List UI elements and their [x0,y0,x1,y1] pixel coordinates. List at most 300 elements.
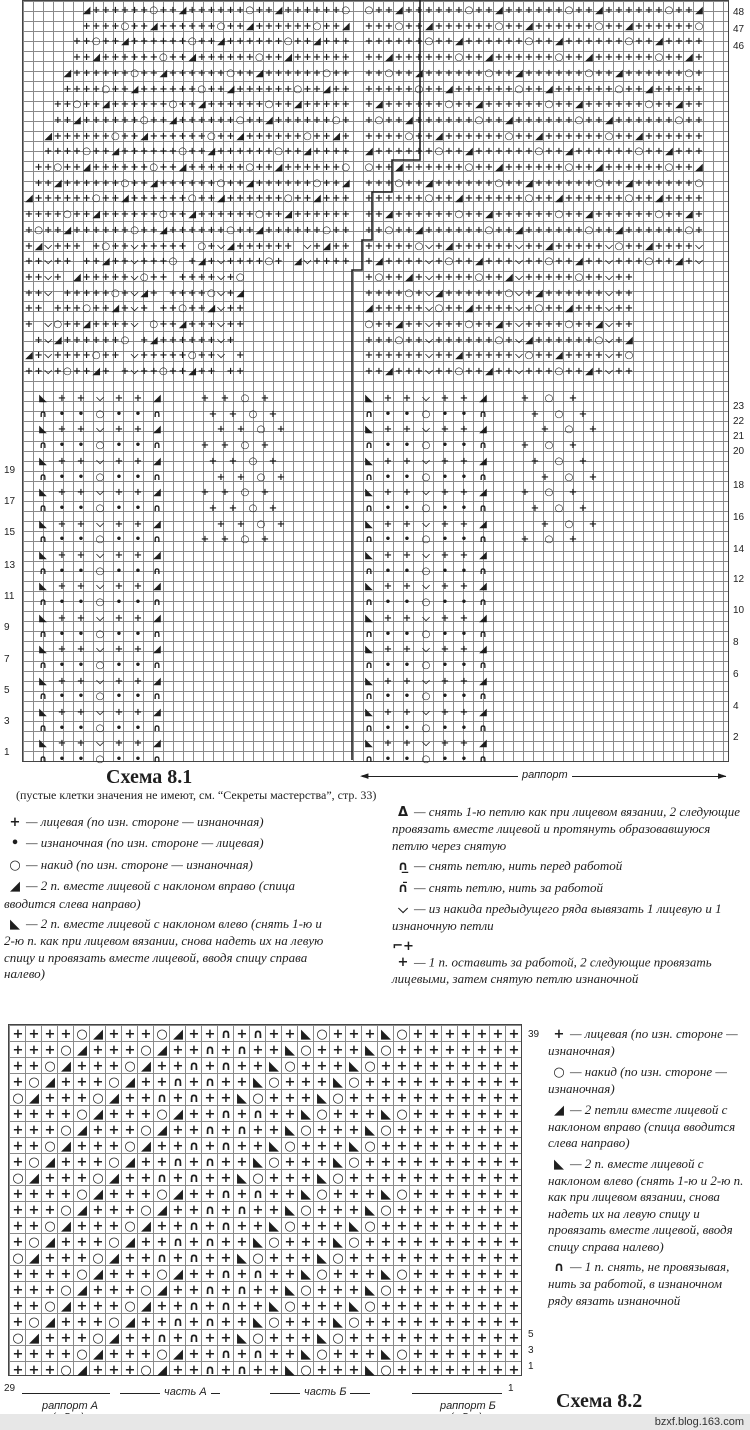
knit-icon: + [524,69,534,79]
knit-icon: + [10,1124,26,1137]
knit-icon: + [459,520,469,530]
slip-icon: ∩ [364,598,374,608]
knit-icon: + [474,320,484,330]
knit-icon: + [524,210,534,220]
knit-icon: + [154,1300,170,1313]
knit-icon: + [544,22,554,32]
knit-icon: + [434,100,444,110]
knit-icon: + [614,147,624,157]
legend-text: — 2 п. вместе лицевой с наклоном вправо (спица вводится слева направо) [4,878,295,910]
legend-entry [4,878,332,912]
yarn-over-icon: ○ [421,441,431,451]
knit-icon: + [120,53,130,63]
knit-icon: + [434,163,444,173]
knit-icon: + [130,37,140,47]
knit-icon: + [374,367,384,377]
knit-icon: + [644,37,654,47]
yo-k1p1-icon: ⌵ [604,242,614,252]
k2tog-right-icon: ◢ [384,367,394,377]
knit-icon: + [76,739,86,749]
knit-icon: + [283,69,293,79]
knit-icon: + [426,1028,442,1041]
purl-icon: • [57,567,67,577]
yarn-over-icon: ○ [250,1172,266,1185]
yarn-over-icon: ○ [346,1156,362,1169]
k2tog-left-icon: ◣ [364,582,374,592]
knit-icon: + [674,69,684,79]
knit-icon: + [604,226,614,236]
slip-icon: ∩ [152,473,162,483]
knit-icon: + [197,273,207,283]
yarn-over-icon: ○ [235,273,245,283]
k2tog-left-icon: ◣ [378,1028,394,1041]
slip-icon: ∩ [548,1260,570,1276]
knit-icon: + [490,1060,506,1073]
knit-icon: + [274,242,284,252]
knit-icon: + [364,132,374,142]
knit-icon: + [202,1348,218,1361]
knit-icon: + [314,1300,330,1313]
yarn-over-icon: ○ [312,179,322,189]
knit-icon: + [410,1204,426,1217]
yarn-over-icon: ○ [82,304,92,314]
knit-icon: + [414,132,424,142]
knit-icon: + [514,132,524,142]
yo-k1p1-icon: ⌵ [514,320,524,330]
knit-icon: + [26,1300,42,1313]
yarn-over-icon: ○ [95,473,105,483]
purl-icon: • [440,598,450,608]
knit-icon: + [72,304,82,314]
knit-icon: + [574,351,584,361]
k2tog-right-icon: ◢ [474,100,484,110]
knit-icon: + [101,367,111,377]
knit-icon: + [414,320,424,330]
knit-icon: + [330,1140,346,1153]
knit-icon: + [138,1076,154,1089]
yarn-over-icon: ○ [421,504,431,514]
slip-icon: ∩ [152,410,162,420]
knit-icon: + [504,242,514,252]
knit-icon: + [410,1188,426,1201]
yarn-over-icon: ○ [187,37,197,47]
slip-icon: ∩ [38,598,48,608]
purl-icon: • [402,535,412,545]
k2tog-right-icon: ◢ [644,85,654,95]
knit-icon: + [504,85,514,95]
knit-icon: + [72,289,82,299]
yarn-over-icon: ○ [384,226,394,236]
k2tog-right-icon: ◢ [624,336,634,346]
yarn-over-icon: ○ [614,242,624,252]
knit-icon: + [110,163,120,173]
knit-icon: + [694,53,704,63]
knit-icon: + [114,551,124,561]
slip-icon: ∩ [218,1300,234,1313]
knit-icon: + [138,1092,154,1105]
knit-icon: + [458,1076,474,1089]
knit-icon: + [544,37,554,47]
knit-icon: + [442,1268,458,1281]
yarn-over-icon: ○ [544,257,554,267]
knit-icon: + [654,163,664,173]
purl-icon: • [114,630,124,640]
knit-icon: + [206,6,216,16]
purl-icon: • [440,441,450,451]
knit-icon: + [458,1028,474,1041]
k2tog-right-icon: ◢ [584,210,594,220]
knit-icon: + [362,1172,378,1185]
knit-icon: + [394,1092,410,1105]
knit-icon: + [197,22,207,32]
slip-icon: ∩ [38,441,48,451]
knit-icon: + [106,1140,122,1153]
knit-icon: + [426,1348,442,1361]
knit-icon: + [464,132,474,142]
knit-icon: + [494,194,504,204]
knit-icon: + [138,1156,154,1169]
knit-icon: + [34,179,44,189]
k2tog-left-icon: ◣ [346,1300,362,1313]
yarn-over-icon: ○ [245,6,255,16]
k2tog-left-icon: ◣ [38,488,48,498]
knit-icon: + [490,1172,506,1185]
knit-icon: + [57,394,67,404]
knit-icon: + [384,179,394,189]
knit-icon: + [364,100,374,110]
knit-icon: + [474,194,484,204]
knit-icon: + [474,1284,490,1297]
k2tog-right-icon: ◢ [474,257,484,267]
knit-icon: + [458,1156,474,1169]
knit-icon: + [331,85,341,95]
knit-icon: + [459,394,469,404]
knit-icon: + [220,488,230,498]
k2tog-right-icon: ◢ [91,367,101,377]
k2tog-right-icon: ◢ [106,1252,122,1265]
knit-icon: + [568,535,578,545]
yo-k1p1-icon: ⌵ [694,242,704,252]
k2tog-right-icon: ◢ [374,257,384,267]
purl-icon: • [459,724,469,734]
knit-icon: + [314,1284,330,1297]
knit-icon: + [254,22,264,32]
knit-icon: + [62,100,72,110]
yo-k1p1-icon: ⌵ [424,320,434,330]
knit-icon: + [302,100,312,110]
knit-icon: + [158,257,168,267]
purl-icon: • [76,692,86,702]
repeat-label: раппорт [518,769,572,781]
knit-icon: + [234,1348,250,1361]
yo-k1p1-icon: ⌵ [130,273,140,283]
k2tog-left-icon: ◣ [364,614,374,624]
knit-icon: + [170,1364,186,1377]
knit-icon: + [218,1252,234,1265]
purl-icon: • [76,567,86,577]
slip-icon: ∩ [218,1108,234,1121]
knit-icon: + [254,37,264,47]
knit-icon: + [42,1044,58,1057]
knit-icon: + [440,457,450,467]
knit-icon: + [434,226,444,236]
knit-icon: + [374,194,384,204]
yo-k1p1-icon: ⌵ [514,257,524,267]
knit-icon: + [26,1284,42,1297]
purl-icon: • [114,567,124,577]
knit-icon: + [312,210,322,220]
knit-icon: + [474,1108,490,1121]
knit-icon: + [444,116,454,126]
k2tog-right-icon: ◢ [122,1236,138,1249]
knit-icon: + [504,37,514,47]
knit-icon: + [208,410,218,420]
knit-icon: + [484,85,494,95]
knit-icon: + [186,1188,202,1201]
knit-icon: + [264,163,274,173]
knit-icon: + [130,179,140,189]
knit-icon: + [76,394,86,404]
knit-icon: + [72,351,82,361]
knit-icon: + [264,132,274,142]
purl-icon: • [76,598,86,608]
knit-icon: + [554,6,564,16]
knit-icon: + [454,163,464,173]
yarn-over-icon: ○ [474,116,484,126]
knit-icon: + [266,1204,282,1217]
knit-icon: + [266,1108,282,1121]
k2tog-right-icon: ◢ [444,85,454,95]
knit-icon: + [490,1348,506,1361]
knit-icon: + [250,1140,266,1153]
knit-icon: + [293,6,303,16]
knit-icon: + [53,132,63,142]
knit-icon: + [474,367,484,377]
knit-icon: + [235,37,245,47]
knit-icon: + [614,289,624,299]
knit-icon: + [440,645,450,655]
knit-icon: + [312,6,322,16]
knit-icon: + [106,1108,122,1121]
knit-icon: + [584,6,594,16]
knit-icon: + [206,320,216,330]
knit-icon: + [614,116,624,126]
knit-icon: + [82,336,92,346]
knit-icon: + [404,22,414,32]
knit-icon: + [378,1236,394,1249]
yarn-over-icon: ○ [394,1028,410,1041]
knit-icon: + [42,1092,58,1105]
knit-icon: + [644,132,654,142]
knit-icon: + [314,1044,330,1057]
k2tog-right-icon: ◢ [594,320,604,330]
knit-icon: + [414,53,424,63]
knit-icon: + [120,100,130,110]
knit-icon: + [235,22,245,32]
knit-icon: + [454,257,464,267]
knit-icon: + [494,53,504,63]
yarn-over-icon: ○ [504,132,514,142]
purl-icon: • [440,630,450,640]
knit-icon: + [504,367,514,377]
knit-icon: + [594,257,604,267]
knit-icon: + [82,85,92,95]
knit-icon: + [614,22,624,32]
slip-icon: ∩ [218,1188,234,1201]
yarn-over-icon: ○ [178,304,188,314]
knit-icon: + [91,69,101,79]
knit-icon: + [274,179,284,189]
yarn-over-icon: ○ [91,351,101,361]
knit-icon: + [187,304,197,314]
k2tog-right-icon: ◢ [24,194,34,204]
legend-entry [392,880,748,897]
yo-k1p1-icon: ⌵ [130,367,140,377]
knit-icon: + [236,425,246,435]
slip-icon: ∩ [218,1268,234,1281]
knit-icon: + [154,1140,170,1153]
k2tog-left-icon: ◣ [282,1204,298,1217]
k2tog-left-icon: ◣ [378,1268,394,1281]
k2tog-left-icon: ◣ [38,520,48,530]
knit-icon: + [178,289,188,299]
knit-icon: + [506,1300,522,1313]
purl-icon: • [57,755,67,765]
knit-icon: + [458,1332,474,1345]
knit-icon: + [544,320,554,330]
knit-icon: + [506,1204,522,1217]
knit-icon: + [506,1332,522,1345]
knit-icon: + [245,210,255,220]
knit-icon: + [330,1060,346,1073]
knit-icon: + [394,1316,410,1329]
k2tog-right-icon: ◢ [624,22,634,32]
yarn-over-icon: ○ [283,37,293,47]
knit-icon: + [170,1300,186,1313]
knit-icon: + [459,739,469,749]
k2tog-right-icon: ◢ [634,132,644,142]
knit-icon: + [584,116,594,126]
knit-icon: + [341,242,351,252]
legend-text: — 1 п. оставить за работой, 2 следующие провязать лицевыми, затем снятую петлю изнаночной [392,954,712,986]
slip-icon: ∩ [234,1284,250,1297]
knit-icon: + [331,69,341,79]
knit-icon: + [74,1220,90,1233]
knit-icon: + [216,210,226,220]
knit-icon: + [74,1140,90,1153]
knit-icon: + [42,1268,58,1281]
yarn-over-icon: ○ [424,37,434,47]
knit-icon: + [298,1092,314,1105]
knit-icon: + [506,1092,522,1105]
yarn-over-icon: ○ [42,1220,58,1233]
knit-icon: + [664,179,674,189]
knit-icon: + [434,367,444,377]
slip-icon: ∩ [152,755,162,765]
knit-icon: + [440,739,450,749]
knit-icon: + [122,1348,138,1361]
knit-icon: + [106,1044,122,1057]
knit-icon: + [106,1268,122,1281]
yo-k1p1-icon: ⌵ [604,336,614,346]
yarn-over-icon: ○ [330,1172,346,1185]
knit-icon: + [10,1220,26,1233]
yo-k1p1-icon: ⌵ [424,304,434,314]
slip-icon: ∩ [154,1172,170,1185]
knit-icon: + [484,22,494,32]
yarn-over-icon: ○ [106,1236,122,1249]
yarn-over-icon: ○ [421,410,431,420]
knit-icon: + [170,1124,186,1137]
knit-icon: + [506,1028,522,1041]
knit-icon: + [274,116,284,126]
yo-k1p1-icon: ⌵ [604,273,614,283]
purl-icon: • [383,661,393,671]
knit-icon: + [454,289,464,299]
purl-icon: • [114,755,124,765]
knit-icon: + [82,132,92,142]
yarn-over-icon: ○ [120,22,130,32]
yarn-over-icon: ○ [282,1060,298,1073]
knit-icon: + [122,1044,138,1057]
yarn-over-icon: ○ [90,1252,106,1265]
knit-icon: + [226,273,236,283]
k2tog-left-icon: ◣ [346,1220,362,1233]
yarn-over-icon: ○ [654,210,664,220]
knit-icon: + [544,226,554,236]
yarn-over-icon: ○ [394,22,404,32]
knit-icon: + [564,53,574,63]
knit-icon: + [346,1204,362,1217]
purl-icon: • [440,755,450,765]
knit-icon: + [544,53,554,63]
knit-icon: + [414,367,424,377]
knit-icon: + [158,37,168,47]
knit-icon: + [341,37,351,47]
knit-icon: + [434,6,444,16]
knit-icon: + [10,1204,26,1217]
knit-icon: + [346,1108,362,1121]
k2tog-left-icon: ◣ [314,1092,330,1105]
yarn-over-icon: ○ [544,100,554,110]
knit-icon: + [544,147,554,157]
knit-icon: + [588,520,598,530]
yarn-over-icon: ○ [504,289,514,299]
slip-icon: ∩ [154,1332,170,1345]
k2tog-right-icon: ◢ [74,1204,90,1217]
k2tog-left-icon: ◣ [364,677,374,687]
knit-icon: + [394,257,404,267]
knit-icon: + [534,257,544,267]
yo-k1p1-icon: ⌵ [421,739,431,749]
knit-icon: + [254,163,264,173]
purl-icon: • [402,692,412,702]
slip-icon: ∩ [218,1028,234,1041]
yarn-over-icon: ○ [341,163,351,173]
knit-icon: + [442,1172,458,1185]
yo-k1p1-icon: ⌵ [421,708,431,718]
knit-icon: + [454,273,464,283]
knit-icon: + [458,1268,474,1281]
knit-icon: + [62,147,72,157]
k2tog-right-icon: ◢ [684,53,694,63]
knit-icon: + [250,1220,266,1233]
knit-icon: + [664,22,674,32]
knit-icon: + [564,210,574,220]
knit-icon: + [584,179,594,189]
knit-icon: + [414,163,424,173]
knit-icon: + [114,488,124,498]
